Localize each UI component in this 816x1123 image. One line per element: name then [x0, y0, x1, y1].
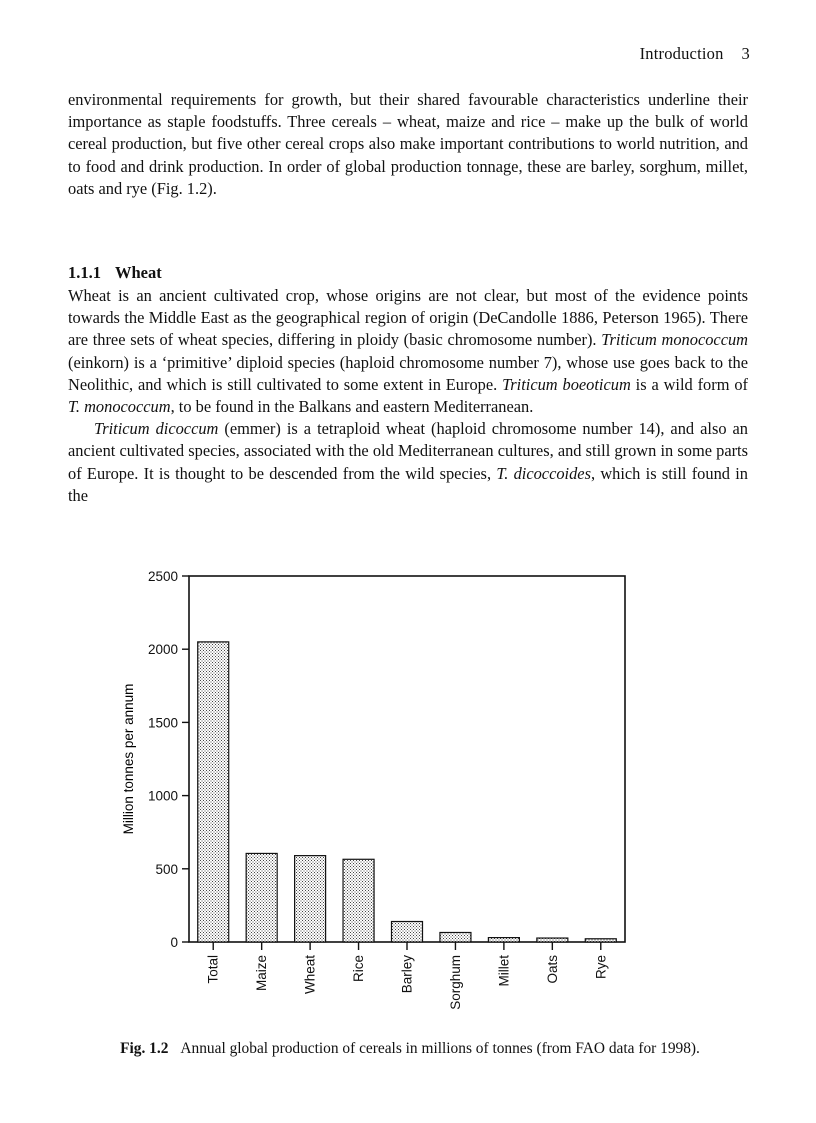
- text-run: Wheat is an ancient cultivated crop, whose origins are not clear, but most of the evidence points towards the Middle East as the geographical region of origin (DeCandolle 1886, Peterson 1965). There are three sets of wheat species, differing in ploidy (basic chromosome number).: [68, 286, 748, 350]
- y-tick-label: 2000: [147, 642, 178, 658]
- x-tick-label: Maize: [254, 955, 270, 992]
- figure-caption: [70, 1039, 750, 1058]
- y-axis-label: Million tonnes per annum: [121, 683, 136, 835]
- intro-paragraph: [68, 89, 748, 200]
- caption-text: Annual global production of cereals in millions of tonnes (from FAO data for 1998).: [180, 1040, 700, 1057]
- y-tick-label: 1500: [147, 715, 178, 731]
- section-title: Wheat: [115, 263, 162, 282]
- bar-oats: [537, 938, 568, 942]
- bar-wheat: [295, 856, 326, 942]
- bar-total: [198, 642, 229, 942]
- x-tick-label: Total: [205, 955, 221, 984]
- paragraph-text: environmental requirements for growth, but their shared favourable characteristics underline their importance as staple foodstuffs. Three cereals – wheat, maize and rice – make up the bulk of world cereal production, but five other cereal crops also make important contributions to world nutrition, and to food and drink production. In order of global production tonnage, these are barley, sorghum, millet, oats and rye (Fig. 1.2).: [68, 90, 748, 198]
- text-run: , which is still found in the: [68, 463, 748, 505]
- bar-rye: [585, 939, 616, 942]
- x-tick-label: Rice: [351, 955, 367, 983]
- text-run: , to be found in the Balkans and eastern Mediterranean.: [170, 397, 534, 417]
- y-tick-label: 500: [155, 861, 178, 877]
- wheat-paragraph-2: [68, 418, 748, 507]
- bar-sorghum: [440, 932, 471, 942]
- figure-label: Fig. 1.2: [120, 1040, 169, 1057]
- y-tick-label: 0: [170, 935, 178, 950]
- x-tick-label: Sorghum: [447, 955, 463, 1010]
- y-axis: [148, 569, 189, 950]
- x-tick-label: Oats: [544, 955, 560, 984]
- species-name: Triticum dicoccum: [94, 419, 219, 439]
- species-name: Triticum monococcum: [601, 330, 748, 350]
- text-run: (emmer) is a tetraploid wheat (haploid chromosome number 14), and also an ancient cultivated species, associated with the old Mediterranean cultures, and still grown in some parts of Europe. It is thought to be descended from the wild species,: [68, 419, 748, 483]
- cereal-production-chart: [110, 560, 650, 1030]
- bar-maize: [246, 853, 277, 942]
- bar-chart-svg: [110, 560, 650, 1030]
- species-name: T. monococcum: [68, 397, 171, 417]
- running-head-title: Introduction: [639, 44, 724, 63]
- bar-millet: [488, 938, 519, 942]
- species-name: T. dicoccoides: [496, 463, 591, 483]
- x-tick-label: Rye: [593, 955, 609, 980]
- y-tick-label: 1000: [147, 788, 178, 804]
- bar-barley: [391, 922, 422, 942]
- species-name: Triticum boeoticum: [502, 374, 631, 394]
- text-run: is a wild form of: [630, 374, 748, 394]
- x-tick-label: Millet: [496, 955, 512, 987]
- x-axis: [206, 942, 609, 1010]
- bar-rice: [343, 859, 374, 942]
- section-number: 1.1.1: [68, 263, 101, 282]
- section-heading: [68, 263, 162, 283]
- section-body: [68, 285, 748, 507]
- bars: [198, 642, 617, 942]
- wheat-paragraph-1: [68, 285, 748, 418]
- y-tick-label: 2500: [147, 569, 178, 584]
- x-tick-label: Barley: [399, 955, 415, 994]
- x-tick-label: Wheat: [302, 955, 318, 995]
- page-number: 3: [741, 44, 750, 63]
- running-head: [66, 44, 750, 64]
- text-run: (einkorn) is a ‘primitive’ diploid species (haploid chromosome number 7), whose use goes back to the Neolithic, and which is still cultivated to some extent in Europe.: [68, 352, 748, 394]
